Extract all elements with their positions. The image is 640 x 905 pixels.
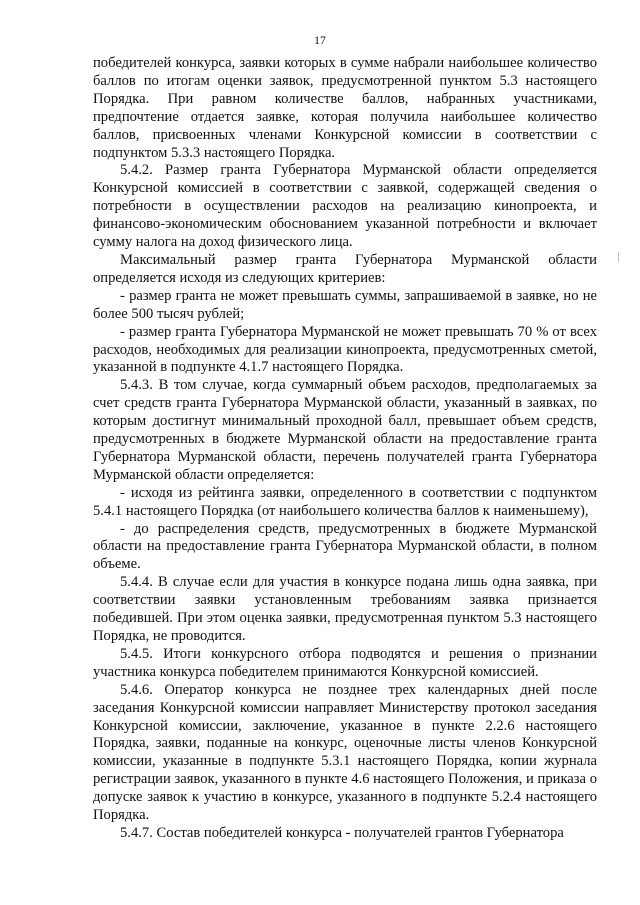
paragraph-continuation: победителей конкурса, заявки которых в сумме набрали наибольшее количество баллов по итогам оценки заявок, предусмотренной пунктом 5.3 настоящего Порядка. При равном количестве баллов, набранных участниками, предпочтение отдается заявке, которая получила наибольшее количество баллов, присвоенных членами Конкурсной комиссии в соответствии с подпунктом 5.3.3 настоящего Порядка. bbox=[93, 55, 597, 161]
list-item-distribution: - до распределения средств, предусмотренных в бюджете Мурманской области на предоставление гранта Губернатора Мурманской области, в полном объеме. bbox=[93, 520, 597, 573]
paragraph-5-4-2: 5.4.2. Размер гранта Губернатора Мурманской области определяется Конкурсной комиссией в соответствии с заявкой, содержащей сведения о потребности в осуществлении расходов на реализацию кинопроекта, и финансово-экономическим обоснованием указанной потребности и включает сумму налога на доход физического лица. bbox=[93, 162, 597, 251]
scan-margin-mark bbox=[618, 252, 622, 262]
document-body bbox=[93, 55, 597, 843]
criterion-item-2: - размер гранта Губернатора Мурманской не может превышать 70 % от всех расходов, необходимых для реализации кинопроекта, предусмотренных сметой, указанной в подпункте 4.1.7 настоящего Порядка. bbox=[93, 323, 597, 376]
paragraph-5-4-4: 5.4.4. В случае если для участия в конкурсе подана лишь одна заявка, при соответствии заявки установленным требованиям заявка признается победившей. При этом оценка заявки, предусмотренная пунктом 5.3 настоящего Порядка, не проводится. bbox=[93, 574, 597, 644]
page-number: 17 bbox=[314, 33, 326, 47]
paragraph-max-grant: Максимальный размер гранта Губернатора Мурманской области определяется исходя из следующих критериев: bbox=[93, 251, 597, 286]
paragraph-5-4-6: 5.4.6. Оператор конкурса не позднее трех календарных дней после заседания Конкурсной комиссии направляет Министерству протокол заседания Конкурсной комиссии, заключение, указанное в пункте 2.2.6 настоящего Порядка, заявки, поданные на конкурс, оценочные листы членов Конкурсной комиссии, указанные в подпункте 5.3.1 настоящего Порядка, копии журнала регистрации заявок, указанного в пункте 4.6 настоящего Положения, и приказа о допуске заявок к участию в конкурсе, указанного в подпункте 5.2.4 настоящего Порядка. bbox=[93, 681, 597, 824]
criterion-item-1: - размер гранта не может превышать суммы, запрашиваемой в заявке, но не более 500 тысяч рублей; bbox=[93, 287, 597, 322]
list-item-rating: - исходя из рейтинга заявки, определенного в соответствии с подпунктом 5.4.1 настоящего Порядка (от наибольшего количества баллов к наименьшему), bbox=[93, 484, 597, 519]
paragraph-5-4-5: 5.4.5. Итоги конкурсного отбора подводятся и решения о признании участника конкурса победителем принимаются Конкурсной комиссией. bbox=[93, 645, 597, 680]
paragraph-5-4-3: 5.4.3. В том случае, когда суммарный объем расходов, предполагаемых за счет средств гранта Губернатора Мурманской области, указанный в заявках, по которым достигнут минимальный проходной балл, превышает объем средств, предусмотренных в бюджете Мурманской области на предоставление гранта Губернатора Мурманской области, перечень получателей гранта Губернатора Мурманской области определяется: bbox=[93, 377, 597, 483]
paragraph-5-4-7: 5.4.7. Состав победителей конкурса - получателей грантов Губернатора bbox=[120, 824, 564, 841]
